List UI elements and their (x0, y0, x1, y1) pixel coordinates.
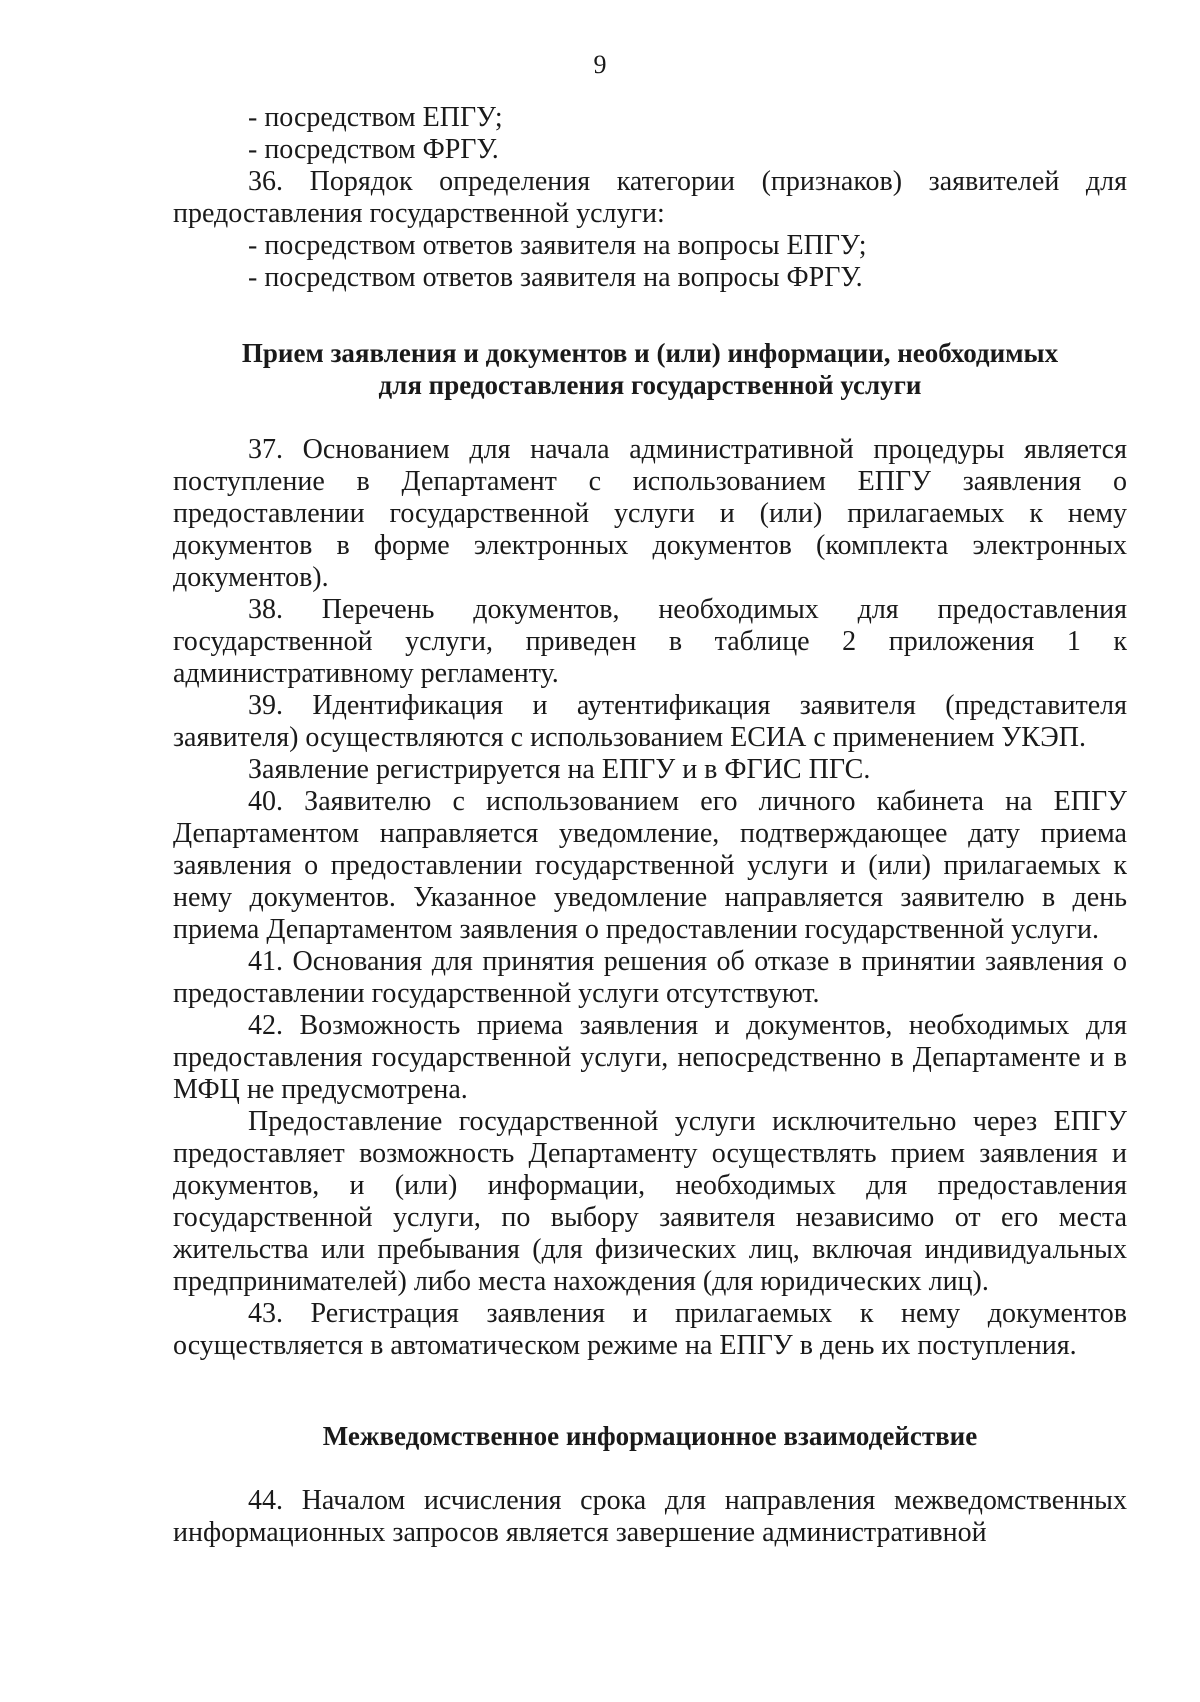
page-number: 9 (593, 50, 607, 79)
main-text-block (173, 434, 1127, 1362)
paragraph: 39. Идентификация и аутентификация заявителя (представителя заявителя) осуществляются с использованием ЕСИА с применением УКЭП. (173, 690, 1127, 753)
paragraph: - посредством ответов заявителя на вопросы ФРГУ. (248, 262, 863, 293)
paragraph: 36. Порядок определения категории (признаков) заявителей для предоставления государственной услуги: (173, 166, 1127, 229)
paragraph: - посредством ЕПГУ; (248, 102, 503, 133)
paragraph: 43. Регистрация заявления и прилагаемых к нему документов осуществляется в автоматическом режиме на ЕПГУ в день их поступления. (173, 1298, 1127, 1361)
paragraph: Предоставление государственной услуги исключительно через ЕПГУ предоставляет возможность Департаменту осуществлять прием заявления и документов, и (или) информации, необходимых для предоставления государственной услуги, по выбору заявителя независимо от его места жительства или пребывания (для физических лиц, включая индивидуальных предпринимателей) либо места нахождения (для юридических лиц). (173, 1106, 1127, 1297)
section-heading: Межведомственное информационное взаимодействие (322, 1421, 978, 1451)
paragraph: 37. Основанием для начала административной процедуры является поступление в Департамент с использованием ЕПГУ заявления о предоставлении государственной услуги и (или) прилагаемых к нему документов в форме электронных документов (комплекта электронных документов). (173, 434, 1127, 593)
paragraph: Заявление регистрируется на ЕПГУ и в ФГИС ПГС. (248, 754, 871, 785)
heading-line: Прием заявления и документов и (или) информации, необходимых (241, 338, 1059, 368)
paragraph: 41. Основания для принятия решения об отказе в принятии заявления о предоставлении государственной услуги отсутствуют. (173, 946, 1127, 1009)
paragraph: - посредством ответов заявителя на вопросы ЕПГУ; (248, 230, 867, 261)
paragraph: - посредством ФРГУ. (248, 134, 499, 165)
paragraph: 44. Началом исчисления срока для направления межведомственных информационных запросов является завершение административной (173, 1485, 1127, 1548)
intro-text-block (173, 102, 1127, 294)
section-heading-reception (173, 337, 1127, 401)
paragraph: 38. Перечень документов, необходимых для предоставления государственной услуги, приведен в таблице 2 приложения 1 к административному регламенту. (173, 594, 1127, 689)
paragraph: 40. Заявителю с использованием его личного кабинета на ЕПГУ Департаментом направляется уведомление, подтверждающее дату приема заявления о предоставлении государственной услуги и (или) прилагаемых к нему документов. Указанное уведомление направляется заявителю в день приема Департаментом заявления о предоставлении государственной услуги. (173, 786, 1127, 945)
section-heading (173, 337, 1127, 401)
closing-text-block (173, 1485, 1127, 1549)
paragraph: 42. Возможность приема заявления и документов, необходимых для предоставления государственной услуги, непосредственно в Департаменте и в МФЦ не предусмотрена. (173, 1010, 1127, 1105)
section-heading-interagency (173, 1420, 1127, 1452)
heading-line: для предоставления государственной услуги (378, 370, 922, 400)
